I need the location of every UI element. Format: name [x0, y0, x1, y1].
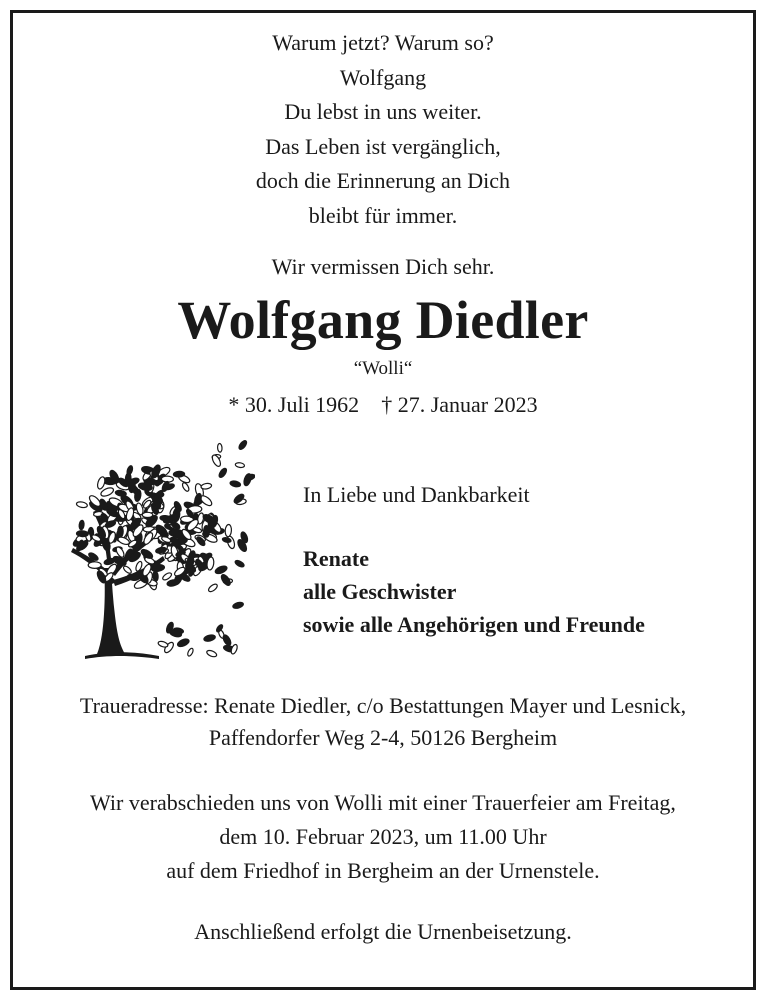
funeral-line: auf dem Friedhof in Bergheim an der Urnenstele.	[166, 858, 600, 883]
verse-line: Das Leben ist vergänglich,	[265, 133, 501, 159]
dedication: In Liebe und Dankbarkeit	[303, 482, 530, 507]
verse-line: Wolfgang	[339, 64, 427, 90]
deceased-nickname: “Wolli“	[353, 358, 413, 379]
funeral-details	[0, 786, 766, 888]
mourner: alle Geschwister	[303, 579, 457, 604]
memorial-verse	[0, 26, 766, 234]
funeral-line: dem 10. Februar 2023, um 11.00 Uhr	[219, 824, 547, 849]
address-line: Traueradresse: Renate Diedler, c/o Bestattungen Mayer und Lesnick,	[79, 693, 687, 718]
miss-line: Wir vermissen Dich sehr.	[271, 254, 495, 279]
verse-line: doch die Erinnerung an Dich	[255, 168, 511, 194]
life-dates	[0, 391, 766, 419]
closing-note: Anschließend erfolgt die Urnenbeisetzung.	[194, 919, 572, 944]
verse-line: bleibt für immer.	[308, 202, 458, 228]
deceased-name: Wolfgang Diedler	[177, 290, 589, 350]
birth-date: * 30. Juli 1962	[228, 392, 360, 417]
windblown-tree-icon	[55, 430, 255, 662]
mourning-address	[0, 690, 766, 754]
verse-line: Warum jetzt? Warum so?	[272, 30, 494, 55]
address-line: Paffendorfer Weg 2-4, 50126 Bergheim	[208, 725, 558, 750]
mourner: Renate	[303, 546, 369, 571]
verse-line: Du lebst in uns weiter.	[284, 99, 482, 125]
death-date: † 27. Januar 2023	[381, 392, 538, 417]
mourners-list	[303, 542, 645, 641]
mourner: sowie alle Angehörigen und Freunde	[303, 612, 645, 637]
funeral-line: Wir verabschieden uns von Wolli mit einer Trauerfeier am Freitag,	[90, 790, 676, 815]
